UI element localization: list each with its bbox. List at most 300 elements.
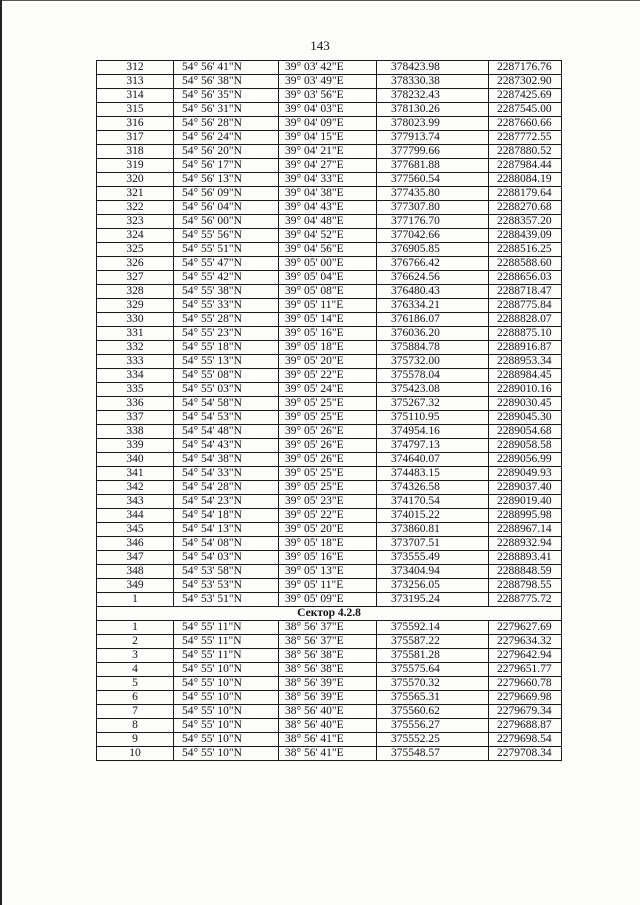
table-row — [97, 383, 562, 397]
y-coordinate-cell: 2288357.20 — [489, 215, 562, 229]
table-row — [97, 341, 562, 355]
latitude-cell: 54° 54' 28"N — [174, 481, 279, 495]
x-coordinate-cell: 376905.85 — [377, 243, 489, 257]
point-number-cell: 344 — [97, 509, 174, 523]
table-row — [97, 467, 562, 481]
point-number-cell: 316 — [97, 117, 174, 131]
longitude-cell: 39° 05' 25"E — [279, 481, 377, 495]
x-coordinate-cell: 375556.27 — [377, 719, 489, 733]
point-number-cell: 320 — [97, 173, 174, 187]
x-coordinate-cell: 373256.05 — [377, 579, 489, 593]
x-coordinate-cell: 375578.04 — [377, 369, 489, 383]
x-coordinate-cell: 377435.80 — [377, 187, 489, 201]
point-number-cell: 5 — [97, 677, 174, 691]
table-row — [97, 663, 562, 677]
latitude-cell: 54° 54' 53"N — [174, 411, 279, 425]
y-coordinate-cell: 2288893.41 — [489, 551, 562, 565]
latitude-cell: 54° 56' 28"N — [174, 117, 279, 131]
x-coordinate-cell: 378232.43 — [377, 89, 489, 103]
point-number-cell: 340 — [97, 453, 174, 467]
scan-edge-top — [0, 0, 640, 1]
x-coordinate-cell: 375575.64 — [377, 663, 489, 677]
y-coordinate-cell: 2287302.90 — [489, 75, 562, 89]
latitude-cell: 54° 55' 51"N — [174, 243, 279, 257]
point-number-cell: 331 — [97, 327, 174, 341]
longitude-cell: 38° 56' 39"E — [279, 677, 377, 691]
latitude-cell: 54° 56' 31"N — [174, 103, 279, 117]
latitude-cell: 54° 56' 17"N — [174, 159, 279, 173]
longitude-cell: 39° 05' 24"E — [279, 383, 377, 397]
table-row — [97, 131, 562, 145]
y-coordinate-cell: 2287545.00 — [489, 103, 562, 117]
longitude-cell: 39° 05' 11"E — [279, 579, 377, 593]
longitude-cell: 39° 04' 52"E — [279, 229, 377, 243]
longitude-cell: 38° 56' 37"E — [279, 635, 377, 649]
latitude-cell: 54° 55' 10"N — [174, 691, 279, 705]
longitude-cell: 39° 04' 03"E — [279, 103, 377, 117]
point-number-cell: 337 — [97, 411, 174, 425]
table-row — [97, 439, 562, 453]
table-row — [97, 719, 562, 733]
point-number-cell: 329 — [97, 299, 174, 313]
x-coordinate-cell: 374640.07 — [377, 453, 489, 467]
y-coordinate-cell: 2287425.69 — [489, 89, 562, 103]
latitude-cell: 54° 56' 41"N — [174, 61, 279, 75]
y-coordinate-cell: 2288439.09 — [489, 229, 562, 243]
y-coordinate-cell: 2287984.44 — [489, 159, 562, 173]
longitude-cell: 39° 05' 11"E — [279, 299, 377, 313]
x-coordinate-cell: 375581.28 — [377, 649, 489, 663]
y-coordinate-cell: 2279698.54 — [489, 733, 562, 747]
longitude-cell: 39° 05' 25"E — [279, 411, 377, 425]
x-coordinate-cell: 375552.25 — [377, 733, 489, 747]
latitude-cell: 54° 55' 08"N — [174, 369, 279, 383]
y-coordinate-cell: 2279651.77 — [489, 663, 562, 677]
point-number-cell: 313 — [97, 75, 174, 89]
point-number-cell: 326 — [97, 257, 174, 271]
x-coordinate-cell: 376624.56 — [377, 271, 489, 285]
table-row — [97, 89, 562, 103]
x-coordinate-cell: 375565.31 — [377, 691, 489, 705]
latitude-cell: 54° 55' 10"N — [174, 719, 279, 733]
x-coordinate-cell: 377560.54 — [377, 173, 489, 187]
latitude-cell: 54° 53' 51"N — [174, 593, 279, 607]
latitude-cell: 54° 55' 23"N — [174, 327, 279, 341]
x-coordinate-cell: 377681.88 — [377, 159, 489, 173]
y-coordinate-cell: 2288875.10 — [489, 327, 562, 341]
latitude-cell: 54° 56' 13"N — [174, 173, 279, 187]
y-coordinate-cell: 2289049.93 — [489, 467, 562, 481]
latitude-cell: 54° 55' 47"N — [174, 257, 279, 271]
x-coordinate-cell: 374015.22 — [377, 509, 489, 523]
point-number-cell: 336 — [97, 397, 174, 411]
longitude-cell: 39° 05' 20"E — [279, 355, 377, 369]
table-row — [97, 173, 562, 187]
table-row — [97, 677, 562, 691]
latitude-cell: 54° 55' 18"N — [174, 341, 279, 355]
latitude-cell: 54° 54' 08"N — [174, 537, 279, 551]
table-row — [97, 187, 562, 201]
latitude-cell: 54° 54' 43"N — [174, 439, 279, 453]
table-row — [97, 481, 562, 495]
x-coordinate-cell: 377176.70 — [377, 215, 489, 229]
x-coordinate-cell: 374326.58 — [377, 481, 489, 495]
latitude-cell: 54° 54' 38"N — [174, 453, 279, 467]
table-row — [97, 565, 562, 579]
point-number-cell: 324 — [97, 229, 174, 243]
table-row — [97, 593, 562, 607]
table-row — [97, 215, 562, 229]
longitude-cell: 39° 05' 26"E — [279, 439, 377, 453]
point-number-cell: 9 — [97, 733, 174, 747]
table-row — [97, 551, 562, 565]
latitude-cell: 54° 54' 13"N — [174, 523, 279, 537]
x-coordinate-cell: 376480.43 — [377, 285, 489, 299]
x-coordinate-cell: 374954.16 — [377, 425, 489, 439]
point-number-cell: 319 — [97, 159, 174, 173]
table-row — [97, 635, 562, 649]
point-number-cell: 332 — [97, 341, 174, 355]
y-coordinate-cell: 2288828.07 — [489, 313, 562, 327]
y-coordinate-cell: 2288656.03 — [489, 271, 562, 285]
table-row — [97, 537, 562, 551]
x-coordinate-cell: 378023.99 — [377, 117, 489, 131]
latitude-cell: 54° 55' 03"N — [174, 383, 279, 397]
point-number-cell: 6 — [97, 691, 174, 705]
y-coordinate-cell: 2288516.25 — [489, 243, 562, 257]
y-coordinate-cell: 2288953.34 — [489, 355, 562, 369]
longitude-cell: 38° 56' 39"E — [279, 691, 377, 705]
longitude-cell: 38° 56' 41"E — [279, 747, 377, 761]
longitude-cell: 38° 56' 40"E — [279, 705, 377, 719]
scan-edge-left — [0, 0, 2, 905]
point-number-cell: 315 — [97, 103, 174, 117]
longitude-cell: 39° 04' 56"E — [279, 243, 377, 257]
sector-heading: Сектор 4.2.8 — [97, 607, 562, 621]
table-row — [97, 649, 562, 663]
y-coordinate-cell: 2288718.47 — [489, 285, 562, 299]
y-coordinate-cell: 2289010.16 — [489, 383, 562, 397]
longitude-cell: 39° 04' 15"E — [279, 131, 377, 145]
longitude-cell: 39° 04' 33"E — [279, 173, 377, 187]
latitude-cell: 54° 55' 10"N — [174, 733, 279, 747]
table-row — [97, 495, 562, 509]
x-coordinate-cell: 373195.24 — [377, 593, 489, 607]
latitude-cell: 54° 55' 10"N — [174, 747, 279, 761]
y-coordinate-cell: 2288967.14 — [489, 523, 562, 537]
x-coordinate-cell: 376186.07 — [377, 313, 489, 327]
longitude-cell: 39° 05' 18"E — [279, 537, 377, 551]
x-coordinate-cell: 373404.94 — [377, 565, 489, 579]
table-row — [97, 705, 562, 719]
point-number-cell: 349 — [97, 579, 174, 593]
table-row — [97, 145, 562, 159]
longitude-cell: 39° 05' 13"E — [279, 565, 377, 579]
longitude-cell: 38° 56' 38"E — [279, 663, 377, 677]
y-coordinate-cell: 2289058.58 — [489, 439, 562, 453]
table-row — [97, 285, 562, 299]
longitude-cell: 39° 05' 09"E — [279, 593, 377, 607]
latitude-cell: 54° 55' 11"N — [174, 621, 279, 635]
page-number: 143 — [310, 38, 330, 53]
x-coordinate-cell: 375267.32 — [377, 397, 489, 411]
point-number-cell: 334 — [97, 369, 174, 383]
table-row — [97, 243, 562, 257]
latitude-cell: 54° 56' 00"N — [174, 215, 279, 229]
latitude-cell: 54° 55' 10"N — [174, 663, 279, 677]
latitude-cell: 54° 56' 04"N — [174, 201, 279, 215]
y-coordinate-cell: 2288775.72 — [489, 593, 562, 607]
latitude-cell: 54° 55' 33"N — [174, 299, 279, 313]
point-number-cell: 2 — [97, 635, 174, 649]
point-number-cell: 318 — [97, 145, 174, 159]
longitude-cell: 39° 04' 43"E — [279, 201, 377, 215]
table-row — [97, 201, 562, 215]
point-number-cell: 342 — [97, 481, 174, 495]
x-coordinate-cell: 374483.15 — [377, 467, 489, 481]
table-row — [97, 747, 562, 761]
y-coordinate-cell: 2289030.45 — [489, 397, 562, 411]
table-row — [97, 117, 562, 131]
latitude-cell: 54° 55' 42"N — [174, 271, 279, 285]
table-row — [97, 509, 562, 523]
x-coordinate-cell: 377913.74 — [377, 131, 489, 145]
longitude-cell: 39° 05' 26"E — [279, 425, 377, 439]
x-coordinate-cell: 373555.49 — [377, 551, 489, 565]
point-number-cell: 322 — [97, 201, 174, 215]
point-number-cell: 4 — [97, 663, 174, 677]
point-number-cell: 343 — [97, 495, 174, 509]
y-coordinate-cell: 2288984.45 — [489, 369, 562, 383]
table-row — [97, 61, 562, 75]
latitude-cell: 54° 55' 10"N — [174, 705, 279, 719]
table-row — [97, 369, 562, 383]
y-coordinate-cell: 2279642.94 — [489, 649, 562, 663]
table-row — [97, 621, 562, 635]
x-coordinate-cell: 377307.80 — [377, 201, 489, 215]
latitude-cell: 54° 56' 20"N — [174, 145, 279, 159]
table-row — [97, 355, 562, 369]
x-coordinate-cell: 378330.38 — [377, 75, 489, 89]
y-coordinate-cell: 2288179.64 — [489, 187, 562, 201]
y-coordinate-cell: 2279627.69 — [489, 621, 562, 635]
longitude-cell: 39° 04' 09"E — [279, 117, 377, 131]
point-number-cell: 333 — [97, 355, 174, 369]
latitude-cell: 54° 56' 24"N — [174, 131, 279, 145]
y-coordinate-cell: 2289019.40 — [489, 495, 562, 509]
longitude-cell: 39° 05' 14"E — [279, 313, 377, 327]
longitude-cell: 39° 03' 56"E — [279, 89, 377, 103]
point-number-cell: 339 — [97, 439, 174, 453]
y-coordinate-cell: 2288270.68 — [489, 201, 562, 215]
latitude-cell: 54° 55' 56"N — [174, 229, 279, 243]
y-coordinate-cell: 2289056.99 — [489, 453, 562, 467]
x-coordinate-cell: 375560.62 — [377, 705, 489, 719]
x-coordinate-cell: 373707.51 — [377, 537, 489, 551]
point-number-cell: 321 — [97, 187, 174, 201]
x-coordinate-cell: 376036.20 — [377, 327, 489, 341]
longitude-cell: 39° 05' 20"E — [279, 523, 377, 537]
x-coordinate-cell: 378423.98 — [377, 61, 489, 75]
longitude-cell: 39° 05' 04"E — [279, 271, 377, 285]
table-row — [97, 327, 562, 341]
y-coordinate-cell: 2287176.76 — [489, 61, 562, 75]
y-coordinate-cell: 2288588.60 — [489, 257, 562, 271]
latitude-cell: 54° 55' 28"N — [174, 313, 279, 327]
point-number-cell: 314 — [97, 89, 174, 103]
x-coordinate-cell: 376766.42 — [377, 257, 489, 271]
longitude-cell: 39° 03' 49"E — [279, 75, 377, 89]
y-coordinate-cell: 2288932.94 — [489, 537, 562, 551]
point-number-cell: 327 — [97, 271, 174, 285]
latitude-cell: 54° 56' 38"N — [174, 75, 279, 89]
latitude-cell: 54° 56' 09"N — [174, 187, 279, 201]
point-number-cell: 1 — [97, 593, 174, 607]
x-coordinate-cell: 377042.66 — [377, 229, 489, 243]
longitude-cell: 39° 05' 25"E — [279, 467, 377, 481]
table-row — [97, 313, 562, 327]
point-number-cell: 8 — [97, 719, 174, 733]
point-number-cell: 3 — [97, 649, 174, 663]
table-row — [97, 159, 562, 173]
y-coordinate-cell: 2289045.30 — [489, 411, 562, 425]
latitude-cell: 54° 54' 48"N — [174, 425, 279, 439]
table-row — [97, 523, 562, 537]
y-coordinate-cell: 2279669.98 — [489, 691, 562, 705]
y-coordinate-cell: 2279688.87 — [489, 719, 562, 733]
longitude-cell: 39° 05' 00"E — [279, 257, 377, 271]
longitude-cell: 39° 05' 25"E — [279, 397, 377, 411]
longitude-cell: 39° 04' 21"E — [279, 145, 377, 159]
latitude-cell: 54° 55' 11"N — [174, 649, 279, 663]
longitude-cell: 39° 04' 27"E — [279, 159, 377, 173]
y-coordinate-cell: 2288995.98 — [489, 509, 562, 523]
point-number-cell: 348 — [97, 565, 174, 579]
latitude-cell: 54° 53' 53"N — [174, 579, 279, 593]
x-coordinate-cell: 375587.22 — [377, 635, 489, 649]
x-coordinate-cell: 373860.81 — [377, 523, 489, 537]
table-row — [97, 75, 562, 89]
table-row — [97, 299, 562, 313]
y-coordinate-cell: 2287880.52 — [489, 145, 562, 159]
y-coordinate-cell: 2287660.66 — [489, 117, 562, 131]
table-row — [97, 257, 562, 271]
longitude-cell: 38° 56' 37"E — [279, 621, 377, 635]
coordinates-table — [96, 60, 562, 761]
point-number-cell: 317 — [97, 131, 174, 145]
table-row — [97, 411, 562, 425]
y-coordinate-cell: 2279679.34 — [489, 705, 562, 719]
point-number-cell: 325 — [97, 243, 174, 257]
latitude-cell: 54° 55' 13"N — [174, 355, 279, 369]
table-row — [97, 691, 562, 705]
longitude-cell: 39° 05' 16"E — [279, 551, 377, 565]
y-coordinate-cell: 2287772.55 — [489, 131, 562, 145]
point-number-cell: 341 — [97, 467, 174, 481]
y-coordinate-cell: 2289054.68 — [489, 425, 562, 439]
longitude-cell: 39° 03' 42"E — [279, 61, 377, 75]
x-coordinate-cell: 375592.14 — [377, 621, 489, 635]
point-number-cell: 346 — [97, 537, 174, 551]
longitude-cell: 39° 05' 26"E — [279, 453, 377, 467]
longitude-cell: 39° 05' 16"E — [279, 327, 377, 341]
longitude-cell: 38° 56' 40"E — [279, 719, 377, 733]
table-row — [97, 229, 562, 243]
y-coordinate-cell: 2279634.32 — [489, 635, 562, 649]
x-coordinate-cell: 375570.32 — [377, 677, 489, 691]
table-row — [97, 397, 562, 411]
sector-heading-row — [97, 607, 562, 621]
x-coordinate-cell: 376334.21 — [377, 299, 489, 313]
y-coordinate-cell: 2288916.87 — [489, 341, 562, 355]
longitude-cell: 39° 04' 48"E — [279, 215, 377, 229]
x-coordinate-cell: 375423.08 — [377, 383, 489, 397]
x-coordinate-cell: 375884.78 — [377, 341, 489, 355]
longitude-cell: 38° 56' 38"E — [279, 649, 377, 663]
point-number-cell: 312 — [97, 61, 174, 75]
longitude-cell: 39° 05' 18"E — [279, 341, 377, 355]
y-coordinate-cell: 2288848.59 — [489, 565, 562, 579]
point-number-cell: 330 — [97, 313, 174, 327]
point-number-cell: 10 — [97, 747, 174, 761]
x-coordinate-cell: 377799.66 — [377, 145, 489, 159]
latitude-cell: 54° 55' 10"N — [174, 677, 279, 691]
x-coordinate-cell: 378130.26 — [377, 103, 489, 117]
latitude-cell: 54° 53' 58"N — [174, 565, 279, 579]
y-coordinate-cell: 2288084.19 — [489, 173, 562, 187]
latitude-cell: 54° 54' 33"N — [174, 467, 279, 481]
x-coordinate-cell: 375732.00 — [377, 355, 489, 369]
point-number-cell: 328 — [97, 285, 174, 299]
table-row — [97, 453, 562, 467]
point-number-cell: 1 — [97, 621, 174, 635]
point-number-cell: 347 — [97, 551, 174, 565]
table-row — [97, 425, 562, 439]
x-coordinate-cell: 374170.54 — [377, 495, 489, 509]
y-coordinate-cell: 2288775.84 — [489, 299, 562, 313]
point-number-cell: 7 — [97, 705, 174, 719]
y-coordinate-cell: 2279660.78 — [489, 677, 562, 691]
table-row — [97, 579, 562, 593]
longitude-cell: 39° 05' 08"E — [279, 285, 377, 299]
longitude-cell: 39° 04' 38"E — [279, 187, 377, 201]
latitude-cell: 54° 55' 11"N — [174, 635, 279, 649]
y-coordinate-cell: 2288798.55 — [489, 579, 562, 593]
y-coordinate-cell: 2279708.34 — [489, 747, 562, 761]
latitude-cell: 54° 56' 35"N — [174, 89, 279, 103]
longitude-cell: 39° 05' 22"E — [279, 369, 377, 383]
latitude-cell: 54° 54' 03"N — [174, 551, 279, 565]
point-number-cell: 323 — [97, 215, 174, 229]
coordinates-table-body — [97, 61, 562, 761]
x-coordinate-cell: 375110.95 — [377, 411, 489, 425]
y-coordinate-cell: 2289037.40 — [489, 481, 562, 495]
longitude-cell: 39° 05' 22"E — [279, 509, 377, 523]
table-row — [97, 271, 562, 285]
point-number-cell: 345 — [97, 523, 174, 537]
point-number-cell: 335 — [97, 383, 174, 397]
x-coordinate-cell: 375548.57 — [377, 747, 489, 761]
latitude-cell: 54° 54' 58"N — [174, 397, 279, 411]
point-number-cell: 338 — [97, 425, 174, 439]
longitude-cell: 38° 56' 41"E — [279, 733, 377, 747]
table-row — [97, 103, 562, 117]
latitude-cell: 54° 54' 23"N — [174, 495, 279, 509]
longitude-cell: 39° 05' 23"E — [279, 495, 377, 509]
x-coordinate-cell: 374797.13 — [377, 439, 489, 453]
table-row — [97, 733, 562, 747]
latitude-cell: 54° 54' 18"N — [174, 509, 279, 523]
